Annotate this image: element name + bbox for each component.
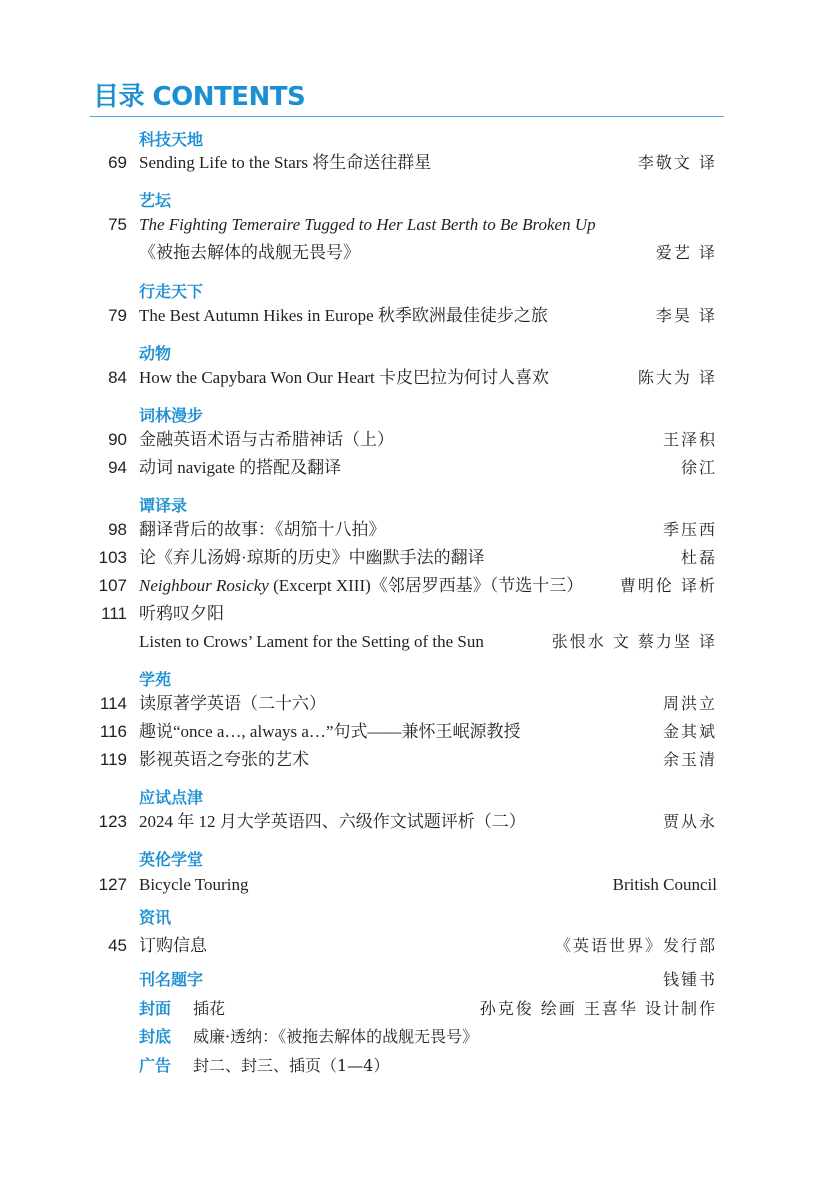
toc-entry[interactable] bbox=[0, 454, 820, 482]
section-heading: 科技天地 bbox=[139, 130, 204, 149]
article-title: How the Capybara Won Our Heart 卡皮巴拉为何讨人喜欢 bbox=[139, 368, 550, 387]
masthead-author: 钱锺书 bbox=[662, 970, 717, 989]
page-number: 45 bbox=[108, 936, 127, 955]
article-title bbox=[139, 211, 596, 239]
article-author: 爱艺 译 bbox=[655, 243, 717, 262]
article-title: 听鸦叹夕阳 bbox=[139, 604, 224, 623]
article-author: 周洪立 bbox=[662, 694, 717, 713]
page-number: 84 bbox=[108, 368, 127, 387]
toc-entry[interactable] bbox=[0, 516, 820, 544]
page-number: 114 bbox=[99, 694, 127, 713]
toc-entry[interactable] bbox=[0, 600, 820, 628]
page-number: 111 bbox=[101, 604, 127, 623]
page-number: 116 bbox=[99, 722, 127, 741]
toc-entry[interactable] bbox=[0, 932, 820, 960]
article-author: 王泽积 bbox=[662, 430, 717, 449]
masthead-label: 刊名题字 bbox=[139, 970, 204, 989]
cover-credit bbox=[0, 995, 820, 1023]
article-author: 季压西 bbox=[662, 520, 717, 539]
section-heading: 英伦学堂 bbox=[139, 850, 204, 869]
page-number: 69 bbox=[108, 153, 127, 172]
article-title bbox=[139, 572, 583, 600]
article-author: 贾从永 bbox=[662, 812, 717, 831]
article-title: 影视英语之夸张的艺术 bbox=[139, 750, 309, 769]
toc-entry[interactable] bbox=[0, 746, 820, 774]
section-heading: 应试点津 bbox=[139, 788, 204, 807]
article-title: 读原著学英语（二十六） bbox=[139, 694, 326, 713]
article-title-rest: (Excerpt XIII)《邻居罗西基》（节选十三） bbox=[268, 576, 584, 595]
toc-entry[interactable] bbox=[0, 364, 820, 392]
page-number: 79 bbox=[108, 306, 127, 325]
article-author: British Council bbox=[612, 875, 717, 894]
page-number: 107 bbox=[98, 576, 127, 595]
article-author: 陈大为 译 bbox=[637, 368, 717, 387]
page-number: 98 bbox=[108, 520, 127, 539]
toc-entry-continuation bbox=[0, 628, 820, 656]
article-title-cn: 《被拖去解体的战舰无畏号》 bbox=[139, 243, 360, 262]
article-title: 动词 navigate 的搭配及翻译 bbox=[139, 458, 342, 477]
toc-entry[interactable] bbox=[0, 302, 820, 330]
article-title: 订购信息 bbox=[139, 936, 207, 955]
cover-label: 封面 bbox=[139, 999, 172, 1018]
article-author: 曹明伦 译析 bbox=[619, 576, 717, 595]
article-title: The Best Autumn Hikes in Europe 秋季欧洲最佳徒步之旅 bbox=[139, 306, 548, 325]
article-author: 杜磊 bbox=[680, 548, 717, 567]
page-number: 123 bbox=[98, 812, 127, 831]
article-title: 趣说“once a…, always a…”句式——兼怀王岷源教授 bbox=[139, 722, 521, 741]
section-heading: 词林漫步 bbox=[139, 406, 204, 425]
ad-label: 广告 bbox=[139, 1056, 172, 1075]
article-title-italic: Neighbour Rosicky bbox=[139, 576, 269, 595]
section-heading: 资讯 bbox=[139, 908, 172, 927]
toc-entry[interactable] bbox=[0, 718, 820, 746]
article-title-italic: The Fighting Temeraire Tugged to Her Last Berth to Be Broken Up bbox=[139, 215, 596, 234]
article-author: 张恨水 文 蔡力坚 译 bbox=[551, 632, 717, 651]
ad-text: 封二、封三、插页（1—4） bbox=[193, 1056, 390, 1075]
page-number: 90 bbox=[108, 430, 127, 449]
toc-entry[interactable] bbox=[0, 149, 820, 177]
back-cover-credit bbox=[0, 1023, 820, 1051]
article-title: 金融英语术语与古希腊神话（上） bbox=[139, 430, 394, 449]
page-title: 目录 CONTENTS bbox=[93, 82, 306, 112]
toc-entry[interactable] bbox=[0, 690, 820, 718]
article-author: 《英语世界》发行部 bbox=[554, 936, 717, 955]
section-heading: 谭译录 bbox=[139, 496, 188, 515]
back-cover-text: 威廉·透纳：《被拖去解体的战舰无畏号》 bbox=[193, 1027, 479, 1046]
page-number: 94 bbox=[108, 458, 127, 477]
article-author: 金其斌 bbox=[662, 722, 717, 741]
article-title: 论《弃儿汤姆·琼斯的历史》中幽默手法的翻译 bbox=[139, 548, 485, 567]
article-author: 徐江 bbox=[680, 458, 717, 477]
page-number: 127 bbox=[98, 875, 127, 894]
section-heading: 动物 bbox=[139, 344, 172, 363]
toc-entry-continuation bbox=[0, 239, 820, 267]
section-heading: 学苑 bbox=[139, 670, 172, 689]
back-cover-label: 封底 bbox=[139, 1027, 172, 1046]
article-title: 翻译背后的故事：《胡笳十八拍》 bbox=[139, 520, 386, 539]
page-number: 103 bbox=[98, 548, 127, 567]
cover-credit-text: 孙克俊 绘画 王喜华 设计制作 bbox=[479, 999, 717, 1018]
toc-entry[interactable] bbox=[0, 426, 820, 454]
toc-entry[interactable] bbox=[0, 544, 820, 572]
section-heading: 行走天下 bbox=[139, 282, 204, 301]
article-title: Bicycle Touring bbox=[139, 875, 249, 894]
masthead-credit bbox=[0, 966, 820, 994]
section-heading: 艺坛 bbox=[139, 191, 172, 210]
page-number: 75 bbox=[108, 215, 127, 234]
article-author: 李敬文 译 bbox=[637, 153, 717, 172]
cover-text: 插花 bbox=[193, 999, 226, 1018]
toc-entry[interactable] bbox=[0, 808, 820, 836]
article-author: 余玉清 bbox=[662, 750, 717, 769]
title-divider bbox=[90, 116, 724, 117]
article-title-en: Listen to Crows’ Lament for the Setting of the Sun bbox=[139, 632, 484, 651]
article-title: 2024 年 12 月大学英语四、六级作文试题评析（二） bbox=[139, 812, 526, 831]
toc-entry[interactable] bbox=[0, 211, 820, 239]
ad-credit bbox=[0, 1052, 820, 1080]
toc-entry[interactable] bbox=[0, 572, 820, 600]
article-author: 李昊 译 bbox=[655, 306, 717, 325]
article-title: Sending Life to the Stars 将生命送往群星 bbox=[139, 153, 432, 172]
page-number: 119 bbox=[99, 750, 127, 769]
toc-entry[interactable] bbox=[0, 871, 820, 899]
